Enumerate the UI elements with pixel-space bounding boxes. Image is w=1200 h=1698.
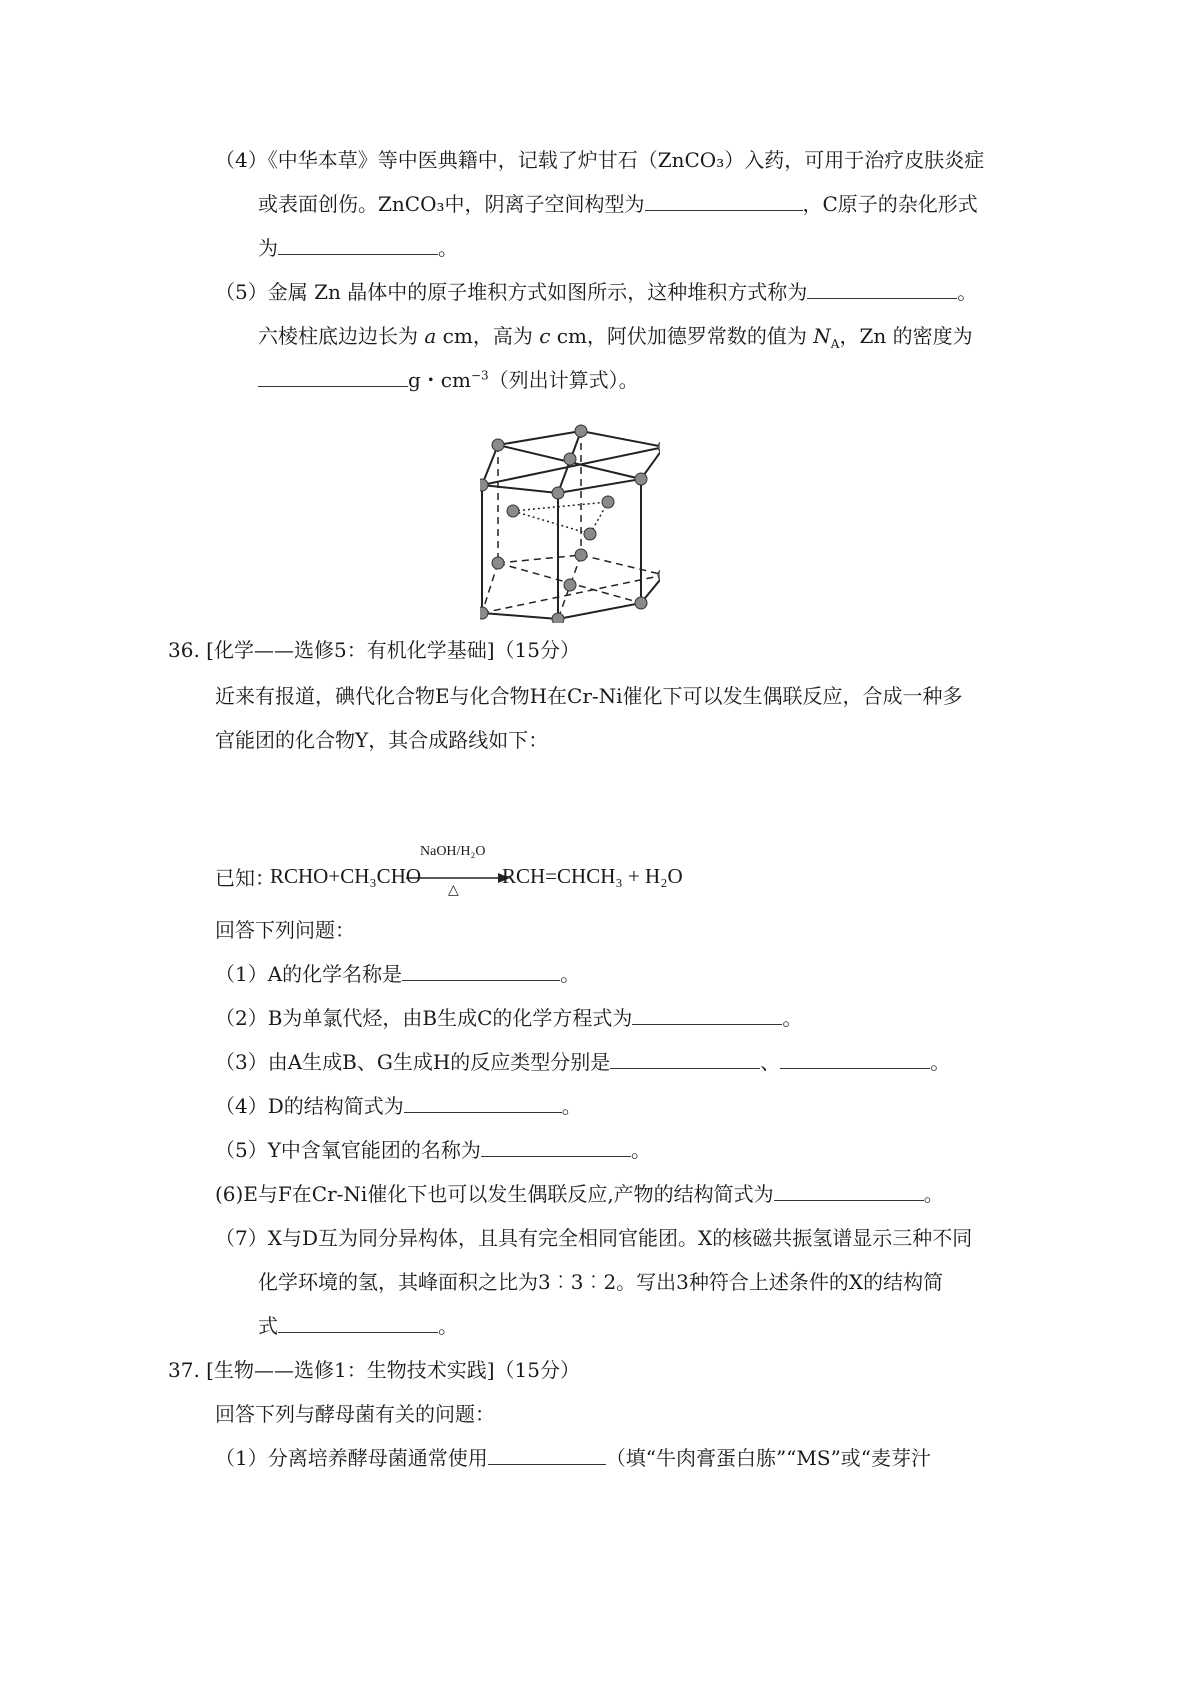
q36-sub2-text: （2）B为单氯代烃，由B生成C的化学方程式为	[215, 1006, 633, 1030]
q35-part5-text: ，Zn 的密度为	[839, 324, 973, 348]
answer-blank[interactable]	[488, 1446, 606, 1465]
q35-part4-line2-text-b: ，C原子的杂化形式	[802, 192, 978, 216]
zn-atom	[658, 441, 660, 453]
q36-sub4-end: 。	[561, 1094, 582, 1118]
hcp-unit-cell-diagram	[480, 423, 660, 623]
zn-atom	[658, 569, 660, 581]
zn-atom	[584, 528, 596, 540]
q35-part4-line3-text-a: 为	[258, 236, 278, 260]
variable-a: a	[424, 324, 437, 348]
q35-part5-line1-text-a: （5）金属 Zn 晶体中的原子堆积方式如图所示，这种堆积方式称为	[215, 280, 808, 304]
equation-products: RCH=CHCH₃ + H₂O	[502, 864, 683, 888]
q37-intro: 回答下列与酵母菌有关的问题：	[215, 1402, 495, 1426]
zn-atom	[492, 557, 504, 569]
q35-part4-line2-text-a: 或表面创伤。ZnCO₃中，阴离子空间构型为	[258, 192, 645, 216]
q36-sub3	[215, 1050, 950, 1074]
q37-sub1	[215, 1446, 931, 1470]
q35-part5-line1	[215, 280, 977, 304]
answer-blank[interactable]	[807, 280, 957, 299]
q36-heading: 36. [化学——选修5：有机化学基础]（15分）	[168, 638, 580, 662]
q36-sub4	[215, 1094, 582, 1118]
q36-sub3-text: （3）由A生成B、G生成H的反应类型分别是	[215, 1050, 611, 1074]
answer-blank[interactable]	[610, 1050, 760, 1069]
answer-blank[interactable]	[278, 236, 438, 255]
answer-blank[interactable]	[402, 962, 560, 981]
q35-part5-text: （列出计算式）。	[488, 368, 639, 392]
zn-atom	[575, 425, 587, 437]
q36-intro-line1: 近来有报道，碘代化合物E与化合物H在Cr-Ni催化下可以发生偶联反应，合成一种多	[215, 684, 963, 708]
q37-sub1-options: （填“牛肉膏蛋白胨”“MS”或“麦芽汁	[605, 1446, 932, 1470]
answer-blank[interactable]	[481, 1138, 631, 1157]
q36-sub5-text: （5）Y中含氧官能团的名称为	[215, 1138, 481, 1162]
density-unit: g・cm	[408, 368, 471, 392]
q36-sub7-line3	[258, 1314, 458, 1338]
q36-sub3-sep: 、	[760, 1050, 781, 1074]
q37-heading: 37. [生物——选修1：生物技术实践]（15分）	[168, 1358, 580, 1382]
q36-sub1-end: 。	[560, 962, 581, 986]
equation-condition-above: NaOH/H₂O	[420, 844, 486, 859]
variable-na-subscript: A	[830, 337, 840, 351]
answer-prompt: 回答下列问题：	[215, 918, 355, 942]
zn-atom	[552, 487, 564, 499]
zn-atom	[635, 473, 647, 485]
q36-sub1	[215, 962, 580, 986]
zn-atom	[564, 579, 576, 591]
zn-atom	[552, 613, 564, 623]
answer-blank[interactable]	[404, 1094, 562, 1113]
q36-sub6-end: 。	[923, 1182, 944, 1206]
q37-sub1-text: （1）分离培养酵母菌通常使用	[215, 1446, 488, 1470]
q35-part5-line3	[258, 368, 639, 392]
q36-sub2	[215, 1006, 802, 1030]
variable-na: N	[813, 324, 831, 348]
q36-sub5-end: 。	[630, 1138, 651, 1162]
zn-atoms	[480, 425, 660, 623]
q35-part5-line1-text-b: 。	[957, 280, 978, 304]
answer-blank[interactable]	[645, 192, 803, 211]
answer-blank[interactable]	[632, 1006, 782, 1025]
q36-sub5	[215, 1138, 651, 1162]
answer-blank[interactable]	[258, 368, 408, 387]
q36-intro-line2: 官能团的化合物Y，其合成路线如下：	[215, 728, 549, 752]
zn-atom	[507, 505, 519, 517]
zn-atom	[480, 479, 488, 491]
zn-atom	[575, 549, 587, 561]
density-unit-exponent: −3	[470, 368, 489, 383]
zn-atom	[492, 439, 504, 451]
q35-part5-text: 六棱柱底边边长为	[258, 324, 425, 348]
q35-part5-text: cm，阿伏加德罗常数的值为	[550, 324, 814, 348]
q35-part4-line1: （4）《中华本草》等中医典籍中，记载了炉甘石（ZnCO₃）入药，可用于治疗皮肤炎症	[215, 148, 985, 172]
zn-atom	[602, 496, 614, 508]
q36-sub3-end: 。	[930, 1050, 951, 1074]
q36-sub2-end: 。	[782, 1006, 803, 1030]
q36-sub1-text: （1）A的化学名称是	[215, 962, 403, 986]
q35-part4-line3	[258, 236, 458, 260]
q36-sub7-line2: 化学环境的氢，其峰面积之比为3︰3︰2。写出3种符合上述条件的X的结构简	[258, 1270, 944, 1294]
equation-condition-below: △	[448, 883, 459, 898]
q35-part5-text: cm，高为	[436, 324, 540, 348]
zn-atom	[635, 597, 647, 609]
q35-part4-line3-text-b: 。	[438, 236, 458, 260]
q35-part4-line2	[258, 192, 978, 216]
q36-sub6-text: (6)E与F在Cr-Ni催化下也可以发生偶联反应,产物的结构简式为	[215, 1182, 774, 1206]
answer-blank[interactable]	[278, 1314, 438, 1333]
q36-sub7-line1: （7）X与D互为同分异构体，且具有完全相同官能团。X的核磁共振氢谱显示三种不同	[215, 1226, 973, 1250]
equation-reactants: RCHO+CH₃CHO	[270, 864, 422, 888]
variable-c: c	[539, 324, 551, 348]
answer-blank[interactable]	[774, 1182, 924, 1201]
zn-atom	[480, 607, 488, 619]
known-label: 已知：	[215, 866, 275, 890]
answer-blank[interactable]	[780, 1050, 930, 1069]
q35-part5-line2	[258, 324, 973, 351]
q36-sub7-text: 式	[258, 1314, 278, 1338]
zn-atom	[564, 453, 576, 465]
q36-sub7-end: 。	[438, 1314, 458, 1338]
q36-sub4-text: （4）D的结构简式为	[215, 1094, 404, 1118]
q36-sub6	[215, 1182, 944, 1206]
